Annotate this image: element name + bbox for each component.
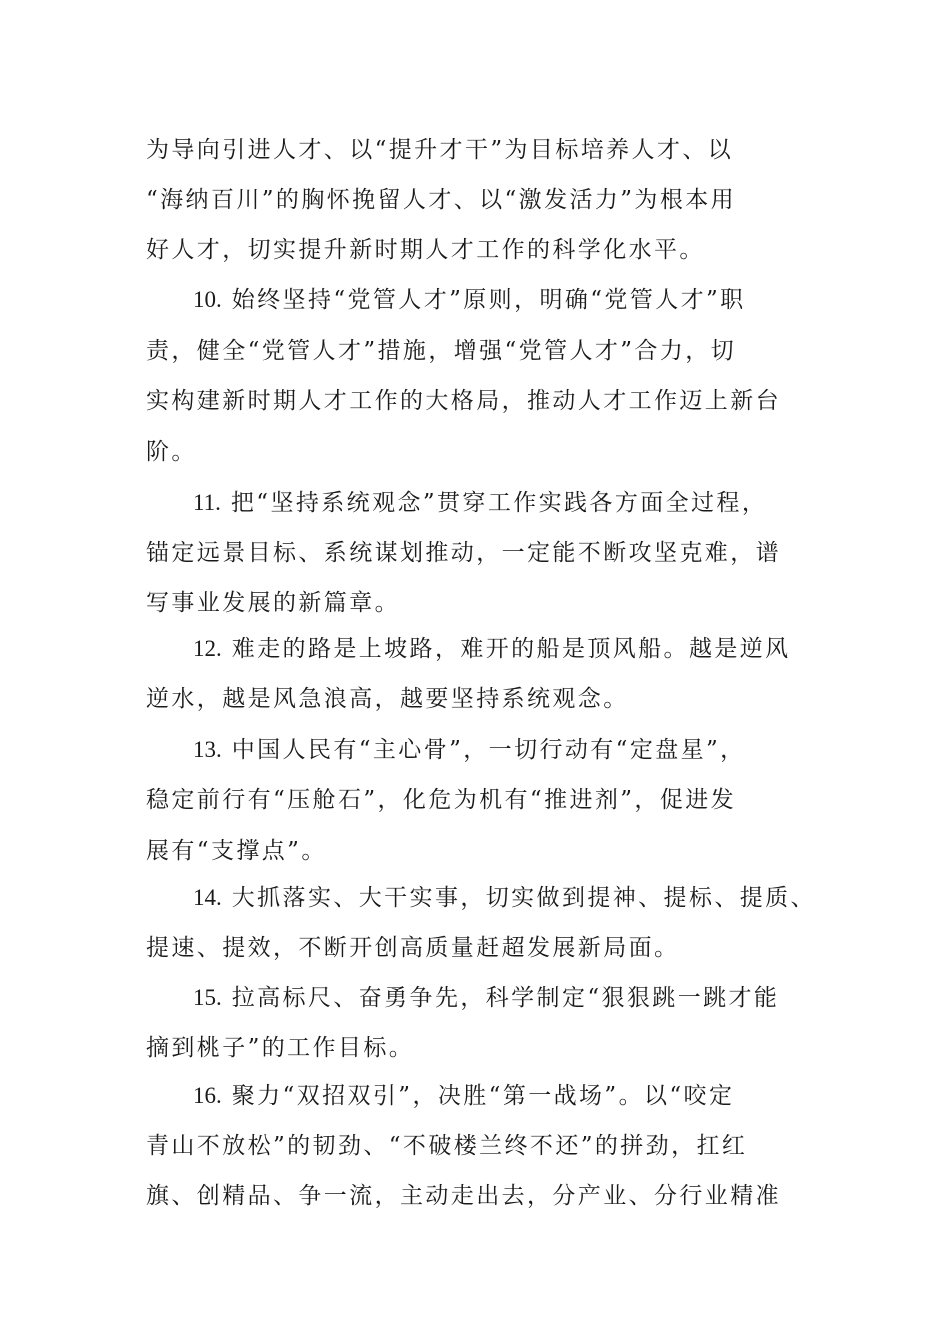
text-line: 青山不放松”的韧劲、“不破楼兰终不还”的拼劲，扛红 bbox=[146, 1133, 748, 1159]
text-line: 写事业发展的新篇章。 bbox=[146, 590, 400, 616]
text-line: 责，健全“党管人才”措施，增强“党管人才”合力，切 bbox=[146, 338, 737, 364]
text-line: 实构建新时期人才工作的大格局，推动人才工作迈上新台 bbox=[146, 388, 781, 414]
text-line: 锚定远景目标、系统谋划推动，一定能不断攻坚克难，谱 bbox=[146, 540, 781, 566]
paragraph-10-first-line: 10. 始终坚持“党管人才”原则，明确“党管人才”职 bbox=[193, 287, 746, 313]
paragraph-16-first-line: 16. 聚力“双招双引”，决胜“第一战场”。以“咬定 bbox=[193, 1083, 735, 1109]
paragraph-15-first-line: 15. 拉高标尺、奋勇争先，科学制定“狠狠跳一跳才能 bbox=[193, 985, 780, 1011]
item-number: 10. bbox=[193, 287, 222, 312]
text-line: 旗、创精品、争一流，主动走出去，分产业、分行业精准 bbox=[146, 1183, 781, 1209]
item-number: 13. bbox=[193, 737, 222, 762]
text-line: 提速、提效，不断开创高质量赶超发展新局面。 bbox=[146, 935, 680, 961]
text-line: 好人才，切实提升新时期人才工作的科学化水平。 bbox=[146, 237, 705, 263]
text-line: 稳定前行有“压舱石”，化危为机有“推进剂”，促进发 bbox=[146, 787, 737, 813]
paragraph-13-first-line: 13. 中国人民有“主心骨”，一切行动有“定盘星”， bbox=[193, 737, 746, 763]
item-number: 11. bbox=[193, 490, 221, 515]
item-number: 15. bbox=[193, 985, 222, 1010]
item-number: 16. bbox=[193, 1083, 222, 1108]
text-line: 逆水，越是风急浪高，越要坚持系统观念。 bbox=[146, 686, 629, 712]
item-number: 12. bbox=[193, 636, 222, 661]
item-number: 14. bbox=[193, 885, 222, 910]
text-line: 展有“支撑点”。 bbox=[146, 838, 327, 864]
paragraph-14-first-line: 14. 大抓落实、大干实事，切实做到提神、提标、提质、 bbox=[193, 885, 816, 911]
text-line: 为导向引进人才、以“提升才干”为目标培养人才、以 bbox=[146, 137, 734, 163]
text-line: 阶。 bbox=[146, 439, 197, 465]
paragraph-11-first-line: 11. 把“坚持系统观念”贯穿工作实践各方面全过程， bbox=[193, 490, 768, 516]
text-line: 摘到桃子”的工作目标。 bbox=[146, 1035, 415, 1061]
paragraph-12-first-line: 12. 难走的路是上坡路，难开的船是顶风船。越是逆风 bbox=[193, 636, 791, 662]
text-line: “海纳百川”的胸怀挽留人才、以“激发活力”为根本用 bbox=[146, 187, 737, 213]
